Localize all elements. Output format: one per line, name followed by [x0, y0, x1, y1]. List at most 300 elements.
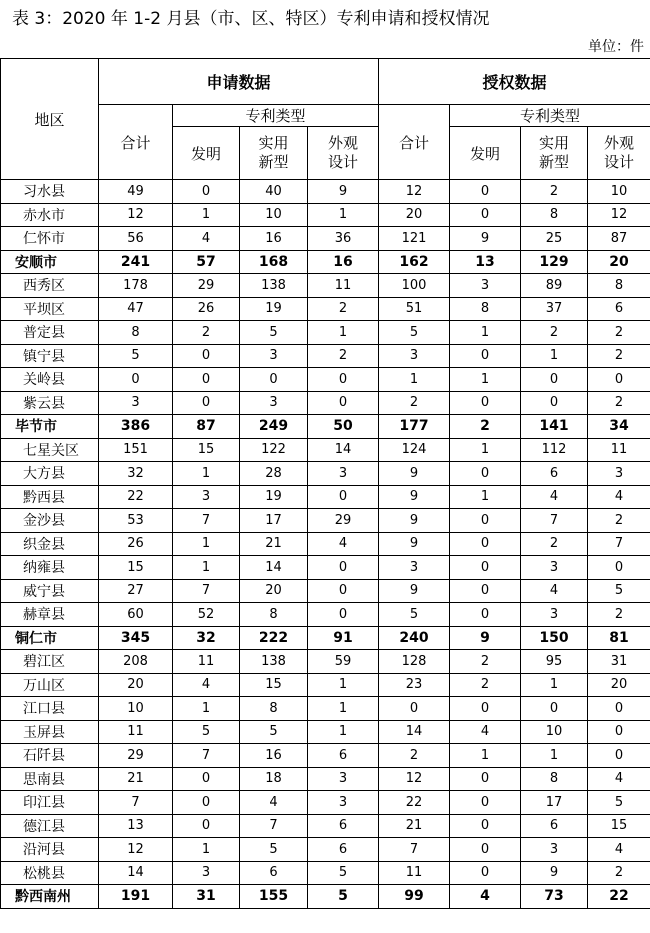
value-cell: 32: [173, 626, 240, 650]
value-cell: 0: [173, 791, 240, 815]
value-cell: 5: [240, 321, 308, 345]
table-row: [1, 227, 650, 251]
value-cell: 241: [99, 250, 173, 274]
value-cell: 138: [240, 274, 308, 298]
value-cell: 50: [308, 415, 379, 439]
region-cell: 平坝区: [1, 297, 99, 321]
value-cell: 13: [450, 250, 521, 274]
value-cell: 4: [308, 532, 379, 556]
value-cell: 19: [240, 297, 308, 321]
value-cell: 47: [99, 297, 173, 321]
value-cell: 7: [173, 509, 240, 533]
table-row: [1, 180, 650, 204]
value-cell: 2: [308, 344, 379, 368]
value-cell: 40: [240, 180, 308, 204]
value-cell: 34: [588, 415, 650, 439]
value-cell: 1: [173, 532, 240, 556]
region-cell: 石阡县: [1, 744, 99, 768]
table-row: [1, 744, 650, 768]
value-cell: 9: [521, 861, 588, 885]
header-text: 新型: [258, 153, 289, 171]
value-cell: 7: [379, 838, 450, 862]
value-cell: 0: [173, 180, 240, 204]
table-row: [1, 814, 650, 838]
table-header: [1, 59, 650, 180]
value-cell: 81: [588, 626, 650, 650]
value-cell: 1: [450, 368, 521, 392]
value-cell: 345: [99, 626, 173, 650]
value-cell: 0: [379, 697, 450, 721]
table-body: [1, 180, 650, 909]
value-cell: 4: [240, 791, 308, 815]
value-cell: 4: [588, 767, 650, 791]
value-cell: 2: [588, 391, 650, 415]
value-cell: 9: [379, 462, 450, 486]
value-cell: 12: [379, 767, 450, 791]
table-row: [1, 391, 650, 415]
value-cell: 7: [240, 814, 308, 838]
value-cell: 91: [308, 626, 379, 650]
value-cell: 52: [173, 603, 240, 627]
value-cell: 31: [588, 650, 650, 674]
value-cell: 53: [99, 509, 173, 533]
value-cell: 3: [240, 391, 308, 415]
value-cell: 5: [588, 579, 650, 603]
header-apply-design: [308, 127, 379, 180]
table-row: [1, 650, 650, 674]
value-cell: 1: [308, 203, 379, 227]
value-cell: 60: [99, 603, 173, 627]
value-cell: 168: [240, 250, 308, 274]
table-row-subtotal: [1, 626, 650, 650]
value-cell: 0: [450, 697, 521, 721]
value-cell: 0: [450, 579, 521, 603]
value-cell: 0: [173, 767, 240, 791]
value-cell: 6: [308, 744, 379, 768]
header-text: 实用: [258, 134, 289, 152]
value-cell: 21: [379, 814, 450, 838]
header-grant-types: 专利类型: [450, 105, 650, 127]
value-cell: 3: [308, 791, 379, 815]
value-cell: 16: [240, 227, 308, 251]
value-cell: 12: [588, 203, 650, 227]
value-cell: 5: [240, 838, 308, 862]
region-cell: 关岭县: [1, 368, 99, 392]
value-cell: 3: [521, 556, 588, 580]
region-cell: 织金县: [1, 532, 99, 556]
value-cell: 5: [379, 603, 450, 627]
value-cell: 1: [450, 744, 521, 768]
header-grant-design: [588, 127, 650, 180]
value-cell: 15: [99, 556, 173, 580]
value-cell: 8: [450, 297, 521, 321]
value-cell: 20: [588, 250, 650, 274]
value-cell: 7: [521, 509, 588, 533]
value-cell: 3: [379, 556, 450, 580]
table-row: [1, 203, 650, 227]
value-cell: 87: [588, 227, 650, 251]
header-apply-total: 合计: [99, 105, 173, 180]
value-cell: 8: [240, 603, 308, 627]
value-cell: 4: [521, 579, 588, 603]
value-cell: 56: [99, 227, 173, 251]
table-row: [1, 509, 650, 533]
value-cell: 3: [588, 462, 650, 486]
value-cell: 2: [173, 321, 240, 345]
value-cell: 15: [588, 814, 650, 838]
value-cell: 20: [588, 673, 650, 697]
value-cell: 3: [99, 391, 173, 415]
region-cell: 毕节市: [1, 415, 99, 439]
value-cell: 138: [240, 650, 308, 674]
value-cell: 28: [240, 462, 308, 486]
table-row: [1, 861, 650, 885]
value-cell: 0: [450, 767, 521, 791]
value-cell: 129: [521, 250, 588, 274]
value-cell: 9: [308, 180, 379, 204]
region-cell: 赤水市: [1, 203, 99, 227]
value-cell: 0: [173, 814, 240, 838]
value-cell: 2: [588, 344, 650, 368]
value-cell: 0: [588, 368, 650, 392]
value-cell: 1: [173, 203, 240, 227]
value-cell: 2: [588, 603, 650, 627]
value-cell: 6: [308, 838, 379, 862]
value-cell: 4: [450, 720, 521, 744]
header-text: 新型: [539, 153, 570, 171]
region-cell: 习水县: [1, 180, 99, 204]
value-cell: 17: [521, 791, 588, 815]
value-cell: 2: [588, 861, 650, 885]
table-row: [1, 368, 650, 392]
region-cell: 印江县: [1, 791, 99, 815]
value-cell: 6: [240, 861, 308, 885]
region-cell: 七星关区: [1, 438, 99, 462]
header-grant-invention: 发明: [450, 127, 521, 180]
value-cell: 150: [521, 626, 588, 650]
value-cell: 14: [99, 861, 173, 885]
value-cell: 22: [588, 885, 650, 909]
header-apply: 申请数据: [99, 59, 379, 105]
value-cell: 7: [588, 532, 650, 556]
value-cell: 9: [379, 509, 450, 533]
value-cell: 23: [379, 673, 450, 697]
header-grant-total: 合计: [379, 105, 450, 180]
value-cell: 0: [450, 180, 521, 204]
value-cell: 9: [379, 485, 450, 509]
region-cell: 镇宁县: [1, 344, 99, 368]
value-cell: 222: [240, 626, 308, 650]
table-title: 表 3：2020 年 1-2 月县（市、区、特区）专利申请和授权情况: [12, 9, 490, 29]
value-cell: 49: [99, 180, 173, 204]
header-apply-utility: [240, 127, 308, 180]
value-cell: 0: [173, 344, 240, 368]
value-cell: 4: [173, 673, 240, 697]
value-cell: 8: [240, 697, 308, 721]
header-text: 外观: [604, 134, 635, 152]
header-text: 设计: [328, 153, 359, 171]
value-cell: 6: [521, 462, 588, 486]
value-cell: 26: [99, 532, 173, 556]
value-cell: 10: [240, 203, 308, 227]
value-cell: 9: [379, 532, 450, 556]
value-cell: 20: [379, 203, 450, 227]
value-cell: 8: [521, 767, 588, 791]
value-cell: 151: [99, 438, 173, 462]
value-cell: 29: [308, 509, 379, 533]
value-cell: 2: [521, 180, 588, 204]
value-cell: 87: [173, 415, 240, 439]
value-cell: 124: [379, 438, 450, 462]
table-row-subtotal: [1, 250, 650, 274]
value-cell: 12: [99, 203, 173, 227]
table-row: [1, 532, 650, 556]
table-row: [1, 603, 650, 627]
value-cell: 11: [173, 650, 240, 674]
value-cell: 6: [308, 814, 379, 838]
value-cell: 141: [521, 415, 588, 439]
value-cell: 19: [240, 485, 308, 509]
value-cell: 1: [308, 697, 379, 721]
header-region: 地区: [1, 59, 99, 180]
value-cell: 6: [588, 297, 650, 321]
value-cell: 5: [308, 861, 379, 885]
region-cell: 思南县: [1, 767, 99, 791]
value-cell: 13: [99, 814, 173, 838]
value-cell: 2: [588, 321, 650, 345]
value-cell: 3: [308, 767, 379, 791]
table-row: [1, 697, 650, 721]
value-cell: 112: [521, 438, 588, 462]
value-cell: 10: [521, 720, 588, 744]
value-cell: 4: [588, 485, 650, 509]
value-cell: 11: [308, 274, 379, 298]
value-cell: 0: [308, 579, 379, 603]
table-row: [1, 321, 650, 345]
value-cell: 59: [308, 650, 379, 674]
value-cell: 8: [588, 274, 650, 298]
value-cell: 29: [173, 274, 240, 298]
value-cell: 128: [379, 650, 450, 674]
value-cell: 1: [173, 556, 240, 580]
value-cell: 7: [99, 791, 173, 815]
value-cell: 20: [99, 673, 173, 697]
value-cell: 21: [240, 532, 308, 556]
header-apply-invention: 发明: [173, 127, 240, 180]
value-cell: 14: [240, 556, 308, 580]
table-row: [1, 297, 650, 321]
value-cell: 3: [240, 344, 308, 368]
value-cell: 1: [308, 673, 379, 697]
value-cell: 2: [379, 391, 450, 415]
value-cell: 14: [379, 720, 450, 744]
region-cell: 黔西南州: [1, 885, 99, 909]
value-cell: 2: [450, 650, 521, 674]
value-cell: 1: [521, 673, 588, 697]
value-cell: 10: [588, 180, 650, 204]
value-cell: 0: [240, 368, 308, 392]
value-cell: 5: [99, 344, 173, 368]
region-cell: 大方县: [1, 462, 99, 486]
value-cell: 0: [450, 344, 521, 368]
value-cell: 0: [450, 814, 521, 838]
value-cell: 0: [521, 391, 588, 415]
value-cell: 22: [99, 485, 173, 509]
value-cell: 0: [450, 462, 521, 486]
value-cell: 27: [99, 579, 173, 603]
value-cell: 2: [379, 744, 450, 768]
region-cell: 松桃县: [1, 861, 99, 885]
table-row: [1, 344, 650, 368]
value-cell: 0: [308, 368, 379, 392]
value-cell: 1: [379, 368, 450, 392]
table-row: [1, 462, 650, 486]
value-cell: 89: [521, 274, 588, 298]
value-cell: 9: [379, 579, 450, 603]
value-cell: 0: [450, 861, 521, 885]
value-cell: 0: [308, 603, 379, 627]
value-cell: 1: [450, 485, 521, 509]
value-cell: 95: [521, 650, 588, 674]
value-cell: 0: [450, 509, 521, 533]
value-cell: 11: [588, 438, 650, 462]
value-cell: 11: [379, 861, 450, 885]
value-cell: 178: [99, 274, 173, 298]
region-cell: 江口县: [1, 697, 99, 721]
value-cell: 5: [308, 885, 379, 909]
unit-label: 单位：件: [588, 39, 644, 55]
value-cell: 155: [240, 885, 308, 909]
value-cell: 31: [173, 885, 240, 909]
value-cell: 7: [173, 579, 240, 603]
value-cell: 3: [521, 838, 588, 862]
table-row: [1, 720, 650, 744]
value-cell: 0: [450, 838, 521, 862]
value-cell: 10: [99, 697, 173, 721]
value-cell: 9: [450, 227, 521, 251]
region-cell: 纳雍县: [1, 556, 99, 580]
value-cell: 0: [173, 391, 240, 415]
region-cell: 仁怀市: [1, 227, 99, 251]
value-cell: 0: [173, 368, 240, 392]
header-grant: 授权数据: [379, 59, 650, 105]
value-cell: 32: [99, 462, 173, 486]
value-cell: 3: [450, 274, 521, 298]
header-text: 设计: [604, 153, 635, 171]
region-cell: 碧江区: [1, 650, 99, 674]
value-cell: 5: [379, 321, 450, 345]
value-cell: 11: [99, 720, 173, 744]
value-cell: 5: [173, 720, 240, 744]
value-cell: 16: [308, 250, 379, 274]
value-cell: 15: [173, 438, 240, 462]
value-cell: 14: [308, 438, 379, 462]
value-cell: 208: [99, 650, 173, 674]
header-apply-types: 专利类型: [173, 105, 379, 127]
region-cell: 西秀区: [1, 274, 99, 298]
value-cell: 17: [240, 509, 308, 533]
value-cell: 3: [173, 861, 240, 885]
table-row-subtotal: [1, 885, 650, 909]
value-cell: 0: [521, 368, 588, 392]
value-cell: 0: [450, 791, 521, 815]
value-cell: 1: [308, 321, 379, 345]
table-row: [1, 767, 650, 791]
region-cell: 紫云县: [1, 391, 99, 415]
value-cell: 5: [588, 791, 650, 815]
value-cell: 1: [450, 438, 521, 462]
value-cell: 0: [308, 556, 379, 580]
value-cell: 2: [521, 532, 588, 556]
value-cell: 2: [521, 321, 588, 345]
value-cell: 121: [379, 227, 450, 251]
table-row: [1, 438, 650, 462]
table-row: [1, 791, 650, 815]
value-cell: 29: [99, 744, 173, 768]
header-text: 实用: [539, 134, 570, 152]
value-cell: 122: [240, 438, 308, 462]
value-cell: 25: [521, 227, 588, 251]
value-cell: 0: [308, 485, 379, 509]
value-cell: 2: [588, 509, 650, 533]
value-cell: 0: [588, 556, 650, 580]
value-cell: 2: [450, 415, 521, 439]
value-cell: 18: [240, 767, 308, 791]
value-cell: 4: [521, 485, 588, 509]
value-cell: 99: [379, 885, 450, 909]
region-cell: 赫章县: [1, 603, 99, 627]
table-row: [1, 579, 650, 603]
value-cell: 8: [521, 203, 588, 227]
value-cell: 1: [173, 838, 240, 862]
value-cell: 191: [99, 885, 173, 909]
value-cell: 0: [308, 391, 379, 415]
value-cell: 1: [450, 321, 521, 345]
value-cell: 15: [240, 673, 308, 697]
value-cell: 100: [379, 274, 450, 298]
value-cell: 0: [450, 203, 521, 227]
patent-table: [0, 58, 650, 909]
value-cell: 0: [588, 697, 650, 721]
region-cell: 铜仁市: [1, 626, 99, 650]
value-cell: 16: [240, 744, 308, 768]
value-cell: 7: [173, 744, 240, 768]
value-cell: 0: [521, 697, 588, 721]
value-cell: 4: [450, 885, 521, 909]
value-cell: 3: [173, 485, 240, 509]
value-cell: 0: [450, 532, 521, 556]
value-cell: 249: [240, 415, 308, 439]
value-cell: 0: [450, 391, 521, 415]
value-cell: 0: [588, 744, 650, 768]
value-cell: 1: [521, 344, 588, 368]
table-row: [1, 673, 650, 697]
header-grant-utility: [521, 127, 588, 180]
value-cell: 4: [588, 838, 650, 862]
region-cell: 万山区: [1, 673, 99, 697]
value-cell: 177: [379, 415, 450, 439]
value-cell: 5: [240, 720, 308, 744]
value-cell: 22: [379, 791, 450, 815]
value-cell: 57: [173, 250, 240, 274]
value-cell: 26: [173, 297, 240, 321]
region-cell: 威宁县: [1, 579, 99, 603]
value-cell: 36: [308, 227, 379, 251]
value-cell: 37: [521, 297, 588, 321]
value-cell: 0: [588, 720, 650, 744]
region-cell: 安顺市: [1, 250, 99, 274]
value-cell: 0: [99, 368, 173, 392]
